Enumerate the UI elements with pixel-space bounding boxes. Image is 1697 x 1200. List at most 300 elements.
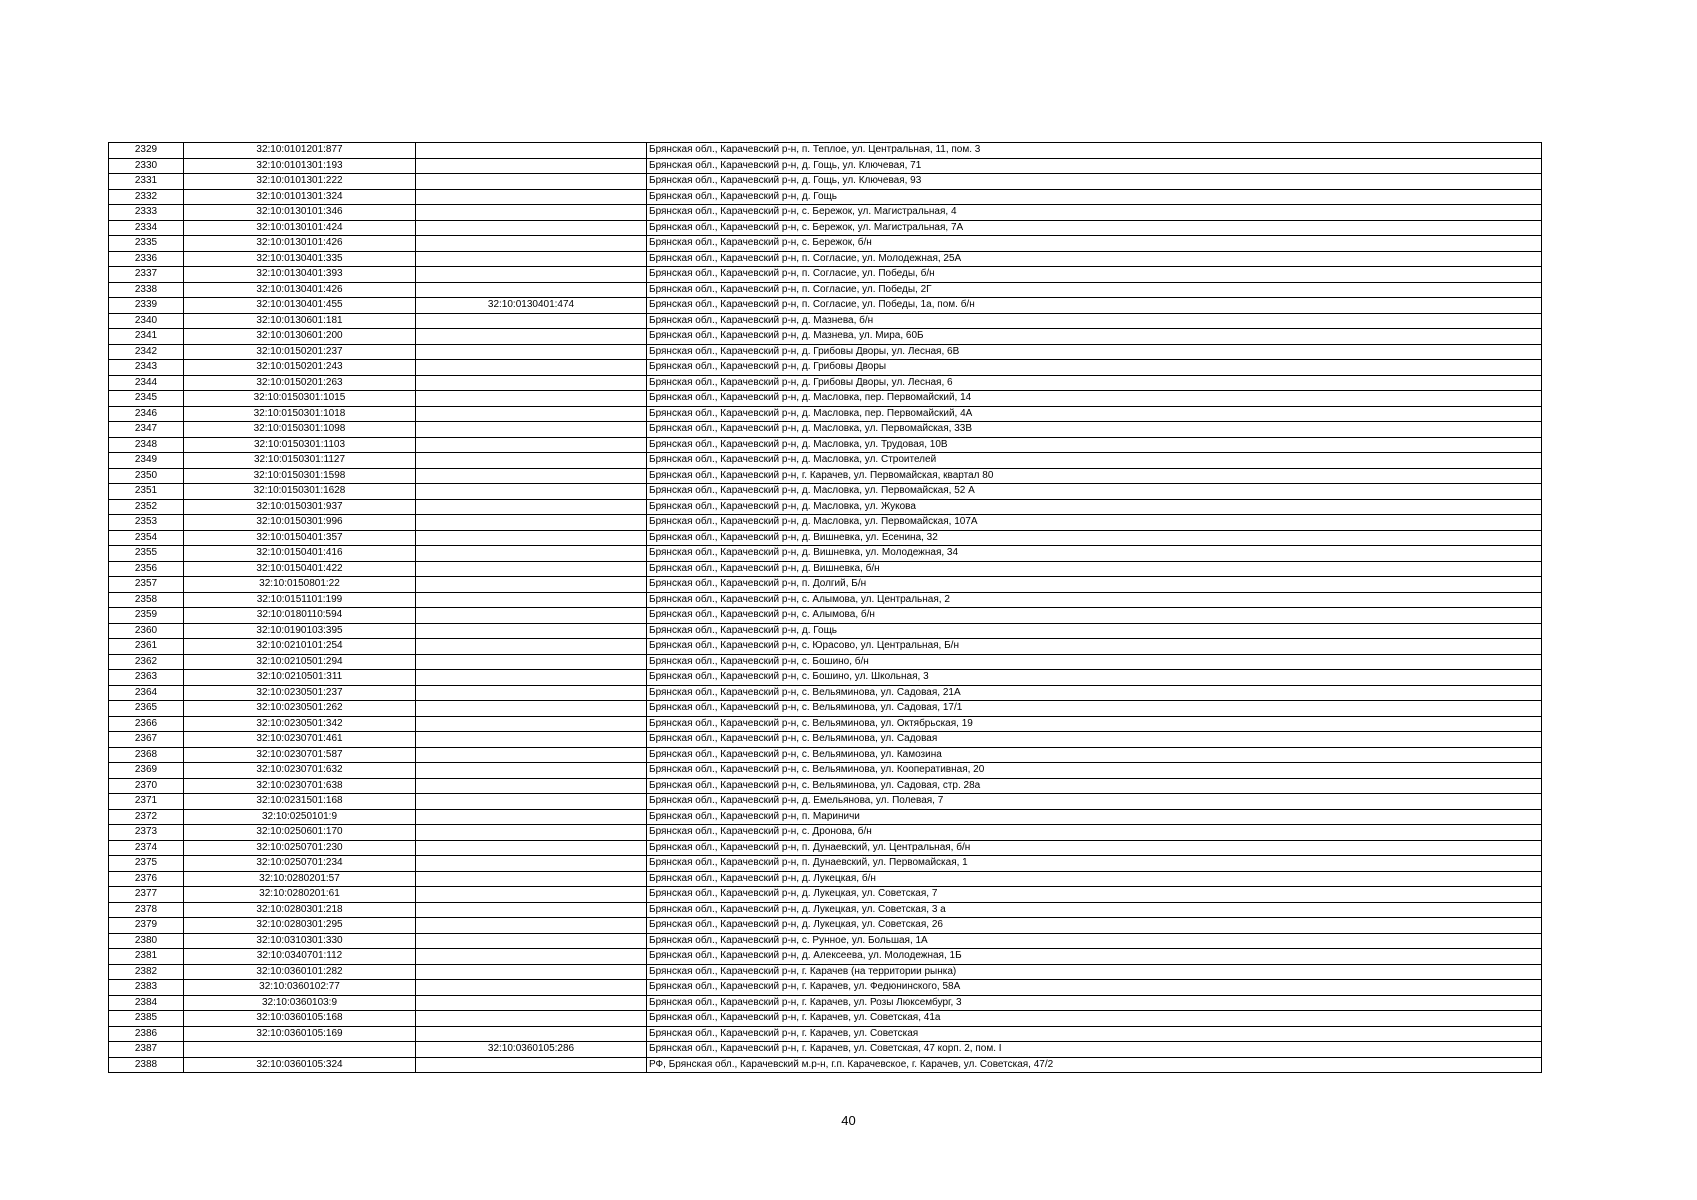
related-cadastral-number-cell (416, 809, 647, 825)
table-row (109, 763, 1542, 779)
table-row (109, 360, 1542, 376)
cadastral-number-cell: 32:10:0150301:1127 (184, 453, 416, 469)
related-cadastral-number-cell (416, 654, 647, 670)
cadastral-number-cell: 32:10:0101301:324 (184, 189, 416, 205)
cadastral-number-cell: 32:10:0150301:996 (184, 515, 416, 531)
row-number-cell: 2337 (109, 267, 184, 283)
row-number-cell: 2350 (109, 468, 184, 484)
address-cell: Брянская обл., Карачевский р-н, д. Емельянова, ул. Полевая, 7 (647, 794, 1542, 810)
row-number-cell: 2366 (109, 716, 184, 732)
related-cadastral-number-cell (416, 716, 647, 732)
row-number-cell: 2330 (109, 158, 184, 174)
cadastral-number-cell: 32:10:0150801:22 (184, 577, 416, 593)
table-row (109, 422, 1542, 438)
address-cell: Брянская обл., Карачевский р-н, д. Алексеева, ул. Молодежная, 1Б (647, 949, 1542, 965)
cadastral-number-cell: 32:10:0150401:416 (184, 546, 416, 562)
related-cadastral-number-cell (416, 453, 647, 469)
row-number-cell: 2336 (109, 251, 184, 267)
cadastral-number-cell: 32:10:0150401:422 (184, 561, 416, 577)
table-row (109, 205, 1542, 221)
cadastral-number-cell: 32:10:0210501:311 (184, 670, 416, 686)
row-number-cell: 2374 (109, 840, 184, 856)
table-row (109, 856, 1542, 872)
related-cadastral-number-cell (416, 732, 647, 748)
table-row (109, 577, 1542, 593)
row-number-cell: 2329 (109, 143, 184, 159)
address-cell: Брянская обл., Карачевский р-н, д. Лукецкая, ул. Советская, 26 (647, 918, 1542, 934)
cadastral-number-cell: 32:10:0280201:57 (184, 871, 416, 887)
page-number: 40 (841, 1113, 856, 1128)
cadastral-number-cell: 32:10:0230501:342 (184, 716, 416, 732)
address-cell: Брянская обл., Карачевский р-н, г. Карачев, ул. Розы Люксембург, 3 (647, 995, 1542, 1011)
row-number-cell: 2332 (109, 189, 184, 205)
cadastral-number-cell: 32:10:0150301:1098 (184, 422, 416, 438)
cadastral-number-cell: 32:10:0230501:262 (184, 701, 416, 717)
related-cadastral-number-cell (416, 995, 647, 1011)
related-cadastral-number-cell (416, 763, 647, 779)
cadastral-number-cell: 32:10:0180110:594 (184, 608, 416, 624)
address-cell: Брянская обл., Карачевский р-н, г. Карачев, ул. Советская (647, 1026, 1542, 1042)
address-cell: Брянская обл., Карачевский р-н, п. Дунаевский, ул. Первомайская, 1 (647, 856, 1542, 872)
related-cadastral-number-cell (416, 608, 647, 624)
table-row (109, 282, 1542, 298)
row-number-cell: 2360 (109, 623, 184, 639)
address-cell: Брянская обл., Карачевский р-н, д. Масловка, ул. Трудовая, 10В (647, 437, 1542, 453)
address-cell: Брянская обл., Карачевский р-н, д. Масловка, пер. Первомайский, 14 (647, 391, 1542, 407)
address-cell: Брянская обл., Карачевский р-н, д. Лукецкая, ул. Советская, 7 (647, 887, 1542, 903)
table-row (109, 639, 1542, 655)
row-number-cell: 2359 (109, 608, 184, 624)
cadastral-number-cell: 32:10:0230701:461 (184, 732, 416, 748)
row-number-cell: 2338 (109, 282, 184, 298)
row-number-cell: 2353 (109, 515, 184, 531)
row-number-cell: 2384 (109, 995, 184, 1011)
table-row (109, 530, 1542, 546)
cadastral-number-cell: 32:10:0130401:426 (184, 282, 416, 298)
related-cadastral-number-cell (416, 592, 647, 608)
table-row (109, 964, 1542, 980)
related-cadastral-number-cell (416, 530, 647, 546)
table-row (109, 809, 1542, 825)
related-cadastral-number-cell (416, 794, 647, 810)
address-cell: Брянская обл., Карачевский р-н, д. Гощь, ул. Ключевая, 71 (647, 158, 1542, 174)
cadastral-number-cell: 32:10:0150201:237 (184, 344, 416, 360)
row-number-cell: 2363 (109, 670, 184, 686)
cadastral-number-cell: 32:10:0150201:243 (184, 360, 416, 376)
related-cadastral-number-cell (416, 375, 647, 391)
address-cell: Брянская обл., Карачевский р-н, г. Карачев (на территории рынка) (647, 964, 1542, 980)
related-cadastral-number-cell (416, 282, 647, 298)
table-row (109, 716, 1542, 732)
address-cell: Брянская обл., Карачевский р-н, с. Вельяминова, ул. Садовая (647, 732, 1542, 748)
cadastral-number-cell: 32:10:0130101:426 (184, 236, 416, 252)
related-cadastral-number-cell (416, 515, 647, 531)
address-cell: Брянская обл., Карачевский р-н, с. Бережок, ул. Магистральная, 4 (647, 205, 1542, 221)
row-number-cell: 2346 (109, 406, 184, 422)
table-row (109, 918, 1542, 934)
cadastral-number-cell: 32:10:0130601:200 (184, 329, 416, 345)
row-number-cell: 2361 (109, 639, 184, 655)
table-row (109, 794, 1542, 810)
row-number-cell: 2375 (109, 856, 184, 872)
cadastral-number-cell: 32:10:0231501:168 (184, 794, 416, 810)
table-row (109, 391, 1542, 407)
cadastral-number-cell: 32:10:0190103:395 (184, 623, 416, 639)
address-cell: Брянская обл., Карачевский р-н, д. Лукецкая, б/н (647, 871, 1542, 887)
table-row (109, 344, 1542, 360)
address-cell: Брянская обл., Карачевский р-н, г. Карачев, ул. Советская, 47 корп. 2, пом. I (647, 1042, 1542, 1058)
related-cadastral-number-cell: 32:10:0360105:286 (416, 1042, 647, 1058)
table-row (109, 747, 1542, 763)
cadastral-number-cell: 32:10:0150201:263 (184, 375, 416, 391)
row-number-cell: 2352 (109, 499, 184, 515)
related-cadastral-number-cell (416, 701, 647, 717)
address-cell: Брянская обл., Карачевский р-н, д. Грибовы Дворы, ул. Лесная, 6В (647, 344, 1542, 360)
table-row (109, 158, 1542, 174)
related-cadastral-number-cell (416, 747, 647, 763)
cadastral-number-cell: 32:10:0360101:282 (184, 964, 416, 980)
address-cell: Брянская обл., Карачевский р-н, д. Масловка, пер. Первомайский, 4А (647, 406, 1542, 422)
related-cadastral-number-cell (416, 220, 647, 236)
related-cadastral-number-cell (416, 546, 647, 562)
cadastral-number-cell: 32:10:0150301:1628 (184, 484, 416, 500)
address-cell: Брянская обл., Карачевский р-н, д. Мазнева, б/н (647, 313, 1542, 329)
cadastral-number-cell: 32:10:0130101:346 (184, 205, 416, 221)
cadastral-number-cell: 32:10:0250701:234 (184, 856, 416, 872)
table-row (109, 1057, 1542, 1073)
related-cadastral-number-cell (416, 391, 647, 407)
related-cadastral-number-cell (416, 887, 647, 903)
address-cell: РФ, Брянская обл., Карачевский м.р-н, г.п. Карачевское, г. Карачев, ул. Советская, 47/2 (647, 1057, 1542, 1073)
related-cadastral-number-cell (416, 980, 647, 996)
table-row (109, 561, 1542, 577)
address-cell: Брянская обл., Карачевский р-н, д. Гощь, ул. Ключевая, 93 (647, 174, 1542, 190)
table-row (109, 778, 1542, 794)
related-cadastral-number-cell (416, 933, 647, 949)
cadastral-number-cell: 32:10:0151101:199 (184, 592, 416, 608)
table-row (109, 515, 1542, 531)
related-cadastral-number-cell (416, 561, 647, 577)
address-cell: Брянская обл., Карачевский р-н, д. Грибовы Дворы (647, 360, 1542, 376)
table-row (109, 592, 1542, 608)
related-cadastral-number-cell (416, 856, 647, 872)
related-cadastral-number-cell (416, 685, 647, 701)
related-cadastral-number-cell (416, 251, 647, 267)
cadastral-number-cell: 32:10:0230701:638 (184, 778, 416, 794)
row-number-cell: 2378 (109, 902, 184, 918)
row-number-cell: 2351 (109, 484, 184, 500)
cadastral-number-cell: 32:10:0280301:295 (184, 918, 416, 934)
related-cadastral-number-cell (416, 964, 647, 980)
related-cadastral-number-cell (416, 670, 647, 686)
related-cadastral-number-cell (416, 871, 647, 887)
address-cell: Брянская обл., Карачевский р-н, д. Грибовы Дворы, ул. Лесная, 6 (647, 375, 1542, 391)
row-number-cell: 2377 (109, 887, 184, 903)
address-cell: Брянская обл., Карачевский р-н, с. Алымова, ул. Центральная, 2 (647, 592, 1542, 608)
address-cell: Брянская обл., Карачевский р-н, с. Вельяминова, ул. Камозина (647, 747, 1542, 763)
row-number-cell: 2370 (109, 778, 184, 794)
address-cell: Брянская обл., Карачевский р-н, п. Согласие, ул. Молодежная, 25А (647, 251, 1542, 267)
row-number-cell: 2339 (109, 298, 184, 314)
row-number-cell: 2334 (109, 220, 184, 236)
address-cell: Брянская обл., Карачевский р-н, с. Вельяминова, ул. Садовая, стр. 28а (647, 778, 1542, 794)
row-number-cell: 2347 (109, 422, 184, 438)
related-cadastral-number-cell: 32:10:0130401:474 (416, 298, 647, 314)
related-cadastral-number-cell (416, 344, 647, 360)
related-cadastral-number-cell (416, 468, 647, 484)
cadastral-number-cell: 32:10:0360105:168 (184, 1011, 416, 1027)
address-cell: Брянская обл., Карачевский р-н, д. Масловка, ул. Первомайская, 52 А (647, 484, 1542, 500)
cadastral-number-cell: 32:10:0130401:335 (184, 251, 416, 267)
table-row (109, 437, 1542, 453)
row-number-cell: 2368 (109, 747, 184, 763)
address-cell: Брянская обл., Карачевский р-н, с. Вельяминова, ул. Садовая, 21А (647, 685, 1542, 701)
row-number-cell: 2345 (109, 391, 184, 407)
table-row (109, 949, 1542, 965)
row-number-cell: 2365 (109, 701, 184, 717)
cadastral-number-cell: 32:10:0101301:193 (184, 158, 416, 174)
address-cell: Брянская обл., Карачевский р-н, п. Дунаевский, ул. Центральная, б/н (647, 840, 1542, 856)
row-number-cell: 2356 (109, 561, 184, 577)
row-number-cell: 2348 (109, 437, 184, 453)
row-number-cell: 2331 (109, 174, 184, 190)
cadastral-number-cell: 32:10:0360105:169 (184, 1026, 416, 1042)
table-row (109, 1026, 1542, 1042)
cadastral-number-cell: 32:10:0210501:294 (184, 654, 416, 670)
table-row (109, 499, 1542, 515)
related-cadastral-number-cell (416, 1057, 647, 1073)
cadastral-number-cell: 32:10:0230701:587 (184, 747, 416, 763)
row-number-cell: 2335 (109, 236, 184, 252)
related-cadastral-number-cell (416, 840, 647, 856)
table-row (109, 251, 1542, 267)
row-number-cell: 2383 (109, 980, 184, 996)
related-cadastral-number-cell (416, 902, 647, 918)
table-row (109, 220, 1542, 236)
table-row (109, 701, 1542, 717)
cadastral-number-cell: 32:10:0250701:230 (184, 840, 416, 856)
cadastral-number-cell: 32:10:0310301:330 (184, 933, 416, 949)
table-row (109, 236, 1542, 252)
row-number-cell: 2376 (109, 871, 184, 887)
address-cell: Брянская обл., Карачевский р-н, д. Вишневка, ул. Молодежная, 34 (647, 546, 1542, 562)
row-number-cell: 2369 (109, 763, 184, 779)
row-number-cell: 2362 (109, 654, 184, 670)
row-number-cell: 2343 (109, 360, 184, 376)
related-cadastral-number-cell (416, 639, 647, 655)
table-row (109, 608, 1542, 624)
address-cell: Брянская обл., Карачевский р-н, д. Масловка, ул. Строителей (647, 453, 1542, 469)
table-row (109, 546, 1542, 562)
table-row (109, 406, 1542, 422)
cadastral-number-cell: 32:10:0360102:77 (184, 980, 416, 996)
address-cell: Брянская обл., Карачевский р-н, д. Мазнева, ул. Мира, 60Б (647, 329, 1542, 345)
related-cadastral-number-cell (416, 918, 647, 934)
related-cadastral-number-cell (416, 329, 647, 345)
cadastral-number-cell: 32:10:0360105:324 (184, 1057, 416, 1073)
row-number-cell: 2333 (109, 205, 184, 221)
address-cell: Брянская обл., Карачевский р-н, с. Алымова, б/н (647, 608, 1542, 624)
related-cadastral-number-cell (416, 437, 647, 453)
address-cell: Брянская обл., Карачевский р-н, п. Согласие, ул. Победы, 2Г (647, 282, 1542, 298)
address-cell: Брянская обл., Карачевский р-н, г. Карачев, ул. Федюнинского, 58А (647, 980, 1542, 996)
row-number-cell: 2386 (109, 1026, 184, 1042)
address-cell: Брянская обл., Карачевский р-н, д. Лукецкая, ул. Советская, 3 а (647, 902, 1542, 918)
table-body (109, 143, 1542, 1073)
address-cell: Брянская обл., Карачевский р-н, с. Юрасово, ул. Центральная, Б/н (647, 639, 1542, 655)
row-number-cell: 2355 (109, 546, 184, 562)
address-cell: Брянская обл., Карачевский р-н, с. Рунное, ул. Большая, 1А (647, 933, 1542, 949)
cadastral-number-cell (184, 1042, 416, 1058)
cadastral-number-cell: 32:10:0150301:937 (184, 499, 416, 515)
table-row (109, 1011, 1542, 1027)
table-row (109, 1042, 1542, 1058)
row-number-cell: 2349 (109, 453, 184, 469)
row-number-cell: 2367 (109, 732, 184, 748)
related-cadastral-number-cell (416, 313, 647, 329)
table-row (109, 933, 1542, 949)
address-cell: Брянская обл., Карачевский р-н, д. Гощь (647, 189, 1542, 205)
related-cadastral-number-cell (416, 949, 647, 965)
row-number-cell: 2354 (109, 530, 184, 546)
related-cadastral-number-cell (416, 577, 647, 593)
table-row (109, 298, 1542, 314)
row-number-cell: 2373 (109, 825, 184, 841)
related-cadastral-number-cell (416, 360, 647, 376)
address-cell: Брянская обл., Карачевский р-н, с. Вельяминова, ул. Кооперативная, 20 (647, 763, 1542, 779)
address-cell: Брянская обл., Карачевский р-н, г. Карачев, ул. Первомайская, квартал 80 (647, 468, 1542, 484)
address-cell: Брянская обл., Карачевский р-н, п. Теплое, ул. Центральная, 11, пом. 3 (647, 143, 1542, 159)
related-cadastral-number-cell (416, 267, 647, 283)
cadastral-number-cell: 32:10:0150301:1103 (184, 437, 416, 453)
table-row (109, 654, 1542, 670)
cadastral-number-cell: 32:10:0150301:1598 (184, 468, 416, 484)
table-row (109, 902, 1542, 918)
cadastral-number-cell: 32:10:0130601:181 (184, 313, 416, 329)
row-number-cell: 2364 (109, 685, 184, 701)
cadastral-number-cell: 32:10:0360103:9 (184, 995, 416, 1011)
address-cell: Брянская обл., Карачевский р-н, д. Масловка, ул. Жукова (647, 499, 1542, 515)
address-cell: Брянская обл., Карачевский р-н, д. Вишневка, ул. Есенина, 32 (647, 530, 1542, 546)
row-number-cell: 2342 (109, 344, 184, 360)
cadastral-number-cell: 32:10:0101301:222 (184, 174, 416, 190)
related-cadastral-number-cell (416, 158, 647, 174)
table-row (109, 887, 1542, 903)
related-cadastral-number-cell (416, 406, 647, 422)
table-row (109, 670, 1542, 686)
row-number-cell: 2385 (109, 1011, 184, 1027)
table-row (109, 871, 1542, 887)
row-number-cell: 2358 (109, 592, 184, 608)
cadastral-number-cell: 32:10:0340701:112 (184, 949, 416, 965)
related-cadastral-number-cell (416, 143, 647, 159)
address-cell: Брянская обл., Карачевский р-н, с. Дронова, б/н (647, 825, 1542, 841)
table-row (109, 313, 1542, 329)
table-row (109, 468, 1542, 484)
row-number-cell: 2344 (109, 375, 184, 391)
row-number-cell: 2372 (109, 809, 184, 825)
table-row (109, 329, 1542, 345)
cadastral-number-cell: 32:10:0250101:9 (184, 809, 416, 825)
related-cadastral-number-cell (416, 484, 647, 500)
cadastral-number-cell: 32:10:0130401:393 (184, 267, 416, 283)
row-number-cell: 2371 (109, 794, 184, 810)
address-cell: Брянская обл., Карачевский р-н, п. Согласие, ул. Победы, б/н (647, 267, 1542, 283)
table-row (109, 623, 1542, 639)
cadastral-number-cell: 32:10:0150401:357 (184, 530, 416, 546)
cadastral-number-cell: 32:10:0250601:170 (184, 825, 416, 841)
address-cell: Брянская обл., Карачевский р-н, д. Масловка, ул. Первомайская, 33В (647, 422, 1542, 438)
table-row (109, 995, 1542, 1011)
related-cadastral-number-cell (416, 499, 647, 515)
cadastral-number-cell: 32:10:0130401:455 (184, 298, 416, 314)
row-number-cell: 2341 (109, 329, 184, 345)
table-row (109, 143, 1542, 159)
table-row (109, 484, 1542, 500)
address-cell: Брянская обл., Карачевский р-н, г. Карачев, ул. Советская, 41а (647, 1011, 1542, 1027)
cadastral-number-cell: 32:10:0280201:61 (184, 887, 416, 903)
related-cadastral-number-cell (416, 623, 647, 639)
related-cadastral-number-cell (416, 205, 647, 221)
cadastral-number-cell: 32:10:0130101:424 (184, 220, 416, 236)
table-row (109, 189, 1542, 205)
table-row (109, 980, 1542, 996)
cadastral-number-cell: 32:10:0280301:218 (184, 902, 416, 918)
related-cadastral-number-cell (416, 778, 647, 794)
row-number-cell: 2382 (109, 964, 184, 980)
property-table (108, 142, 1542, 1073)
related-cadastral-number-cell (416, 189, 647, 205)
cadastral-number-cell: 32:10:0230501:237 (184, 685, 416, 701)
table-row (109, 375, 1542, 391)
cadastral-number-cell: 32:10:0210101:254 (184, 639, 416, 655)
related-cadastral-number-cell (416, 236, 647, 252)
row-number-cell: 2380 (109, 933, 184, 949)
cadastral-number-cell: 32:10:0150301:1015 (184, 391, 416, 407)
address-cell: Брянская обл., Карачевский р-н, с. Бошино, ул. Школьная, 3 (647, 670, 1542, 686)
table-row (109, 453, 1542, 469)
address-cell: Брянская обл., Карачевский р-н, п. Мариничи (647, 809, 1542, 825)
table-row (109, 732, 1542, 748)
table-row (109, 685, 1542, 701)
row-number-cell: 2379 (109, 918, 184, 934)
related-cadastral-number-cell (416, 1011, 647, 1027)
table-row (109, 825, 1542, 841)
cadastral-number-cell: 32:10:0150301:1018 (184, 406, 416, 422)
table-row (109, 174, 1542, 190)
row-number-cell: 2357 (109, 577, 184, 593)
address-cell: Брянская обл., Карачевский р-н, с. Бережок, ул. Магистральная, 7А (647, 220, 1542, 236)
related-cadastral-number-cell (416, 174, 647, 190)
cadastral-number-cell: 32:10:0230701:632 (184, 763, 416, 779)
table-row (109, 840, 1542, 856)
address-cell: Брянская обл., Карачевский р-н, с. Бережок, б/н (647, 236, 1542, 252)
address-cell: Брянская обл., Карачевский р-н, с. Вельяминова, ул. Садовая, 17/1 (647, 701, 1542, 717)
address-cell: Брянская обл., Карачевский р-н, д. Вишневка, б/н (647, 561, 1542, 577)
related-cadastral-number-cell (416, 825, 647, 841)
address-cell: Брянская обл., Карачевский р-н, д. Гощь (647, 623, 1542, 639)
related-cadastral-number-cell (416, 422, 647, 438)
row-number-cell: 2381 (109, 949, 184, 965)
address-cell: Брянская обл., Карачевский р-н, п. Согласие, ул. Победы, 1а, пом. б/н (647, 298, 1542, 314)
table-row (109, 267, 1542, 283)
row-number-cell: 2340 (109, 313, 184, 329)
address-cell: Брянская обл., Карачевский р-н, д. Масловка, ул. Первомайская, 107А (647, 515, 1542, 531)
row-number-cell: 2388 (109, 1057, 184, 1073)
row-number-cell: 2387 (109, 1042, 184, 1058)
related-cadastral-number-cell (416, 1026, 647, 1042)
address-cell: Брянская обл., Карачевский р-н, с. Бошино, б/н (647, 654, 1542, 670)
